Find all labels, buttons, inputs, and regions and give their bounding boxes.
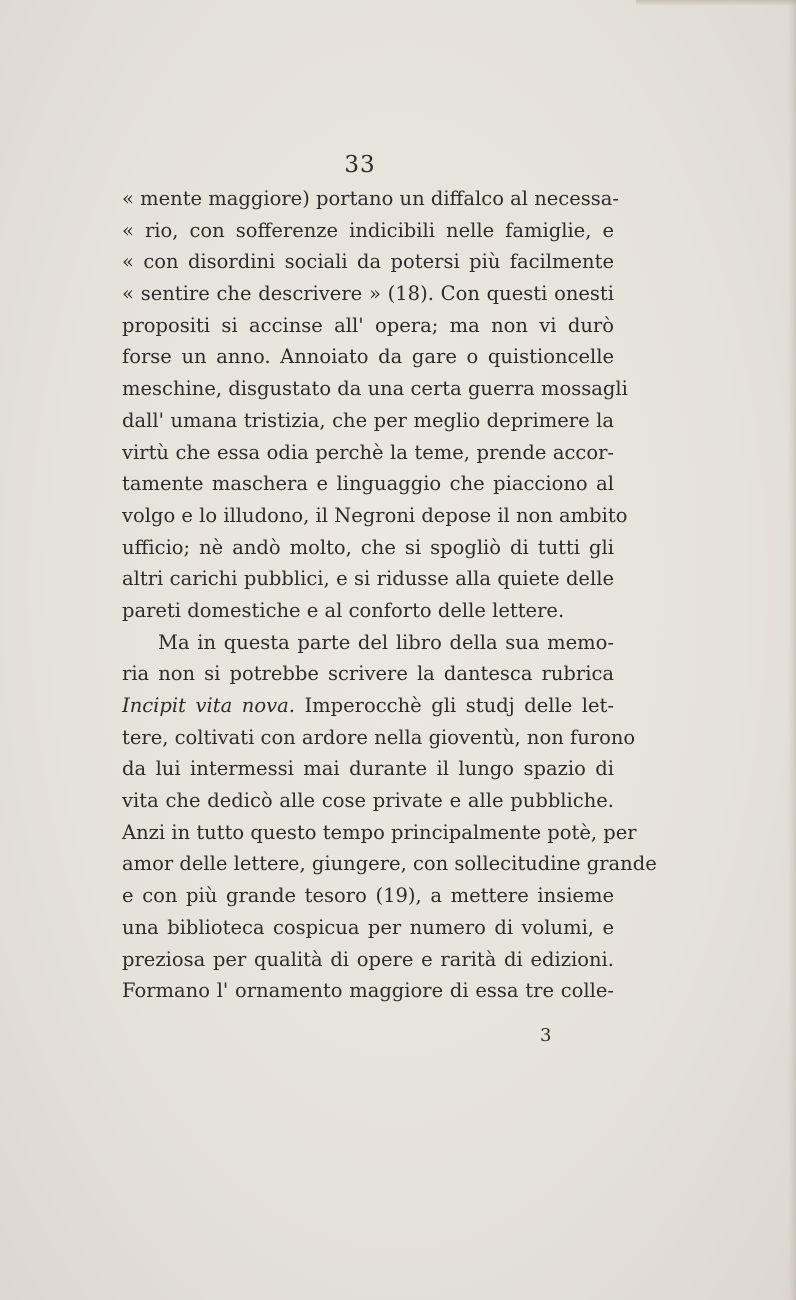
- signature-mark: 3: [540, 1025, 552, 1046]
- text-line: « rio, con sofferenze indicibili nelle famiglie, e: [122, 218, 614, 242]
- text-line-rest: Imperocchè gli studj delle let-: [294, 694, 614, 717]
- text-line: « sentire che descrivere » (18). Con questi onesti: [122, 282, 614, 306]
- text-line: tere, coltivati con ardore nella gioventù, non furono: [122, 725, 636, 749]
- text-line: forse un anno. Annoiato da gare o quistioncelle: [122, 345, 614, 369]
- text-line: amor delle lettere, giungere, con sollecitudine grande: [122, 852, 657, 876]
- text-line: volgo e lo illudono, il Negroni depose il non ambito: [122, 503, 628, 527]
- text-line: ufficio; nè andò molto, che si spogliò di tutti gli: [122, 535, 614, 559]
- page-edge-top: [636, 0, 796, 6]
- text-line: meschine, disgustato da una certa guerra mossagli: [122, 377, 628, 401]
- italic-quote: Incipit vita nova.: [122, 694, 295, 717]
- text-line: ria non si potrebbe scrivere la dantesca rubrica: [122, 662, 614, 686]
- text-line-with-italic: [122, 690, 614, 722]
- text-line: una biblioteca cospicua per numero di volumi, e: [122, 915, 614, 939]
- text-line: pareti domestiche e al conforto delle lettere.: [122, 598, 565, 622]
- text-line: vita che dedicò alle cose private e alle pubbliche.: [122, 789, 614, 813]
- text-line: dall' umana tristizia, che per meglio deprimere la: [122, 408, 614, 432]
- text-line: altri carichi pubblici, e si ridusse alla quiete delle: [122, 567, 614, 591]
- text-line: Anzi in tutto questo tempo principalmente potè, per: [122, 820, 637, 844]
- text-line: da lui intermessi mai durante il lungo spazio di: [122, 757, 614, 781]
- text-line: « mente maggiore) portano un diffalco al necessa-: [122, 187, 619, 210]
- text-line: tamente maschera e linguaggio che piacciono al: [122, 472, 614, 496]
- paragraph-first-line: Ma in questa parte del libro della sua memo-: [158, 630, 614, 654]
- page-edge-shadow: [788, 0, 796, 1300]
- text-line: propositi si accinse all' opera; ma non vi durò: [122, 313, 614, 337]
- page-number: 33: [344, 152, 376, 178]
- text-line: « con disordini sociali da potersi più facilmente: [122, 250, 614, 274]
- text-line: Formano l' ornamento maggiore di essa tre colle-: [122, 979, 614, 1003]
- text-line: preziosa per qualità di opere e rarità di edizioni.: [122, 947, 614, 971]
- body-text: [122, 183, 657, 1007]
- text-line: e con più grande tesoro (19), a mettere insieme: [122, 884, 614, 908]
- text-line: virtù che essa odia perchè la teme, prende accor-: [122, 440, 614, 464]
